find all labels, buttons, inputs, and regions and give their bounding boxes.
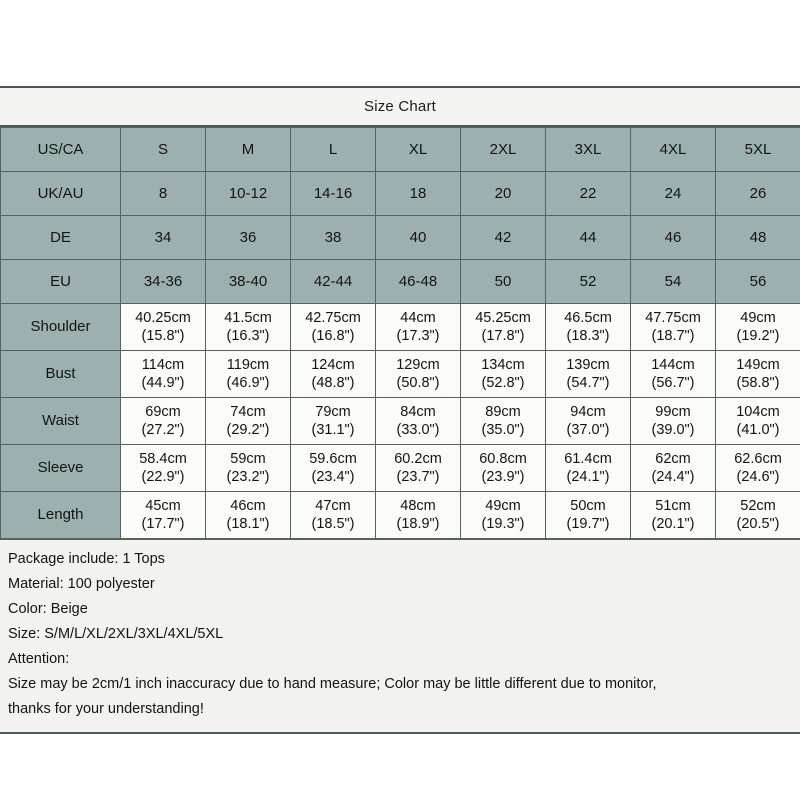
measurement-cell bbox=[546, 351, 631, 398]
value-cm: 144cm bbox=[651, 356, 695, 373]
value-inch: (18.7") bbox=[651, 328, 695, 344]
size-cell: M bbox=[206, 128, 291, 172]
value-cm: 49cm bbox=[740, 309, 776, 326]
value-inch: (19.3") bbox=[481, 516, 525, 532]
value-inch: (39.0") bbox=[651, 422, 695, 438]
value-cm: 46.5cm bbox=[564, 309, 612, 326]
size-cell: 8 bbox=[121, 172, 206, 216]
note-line: Size: S/M/L/XL/2XL/3XL/4XL/5XL bbox=[8, 626, 224, 643]
table-row bbox=[1, 216, 800, 260]
size-cell: 38 bbox=[291, 216, 376, 260]
measurement-cell bbox=[631, 304, 716, 351]
size-cell: L bbox=[291, 128, 376, 172]
measurement-cell bbox=[376, 351, 461, 398]
size-chart-body bbox=[1, 128, 800, 539]
value-inch: (20.5") bbox=[736, 516, 780, 532]
row-header-label: UK/AU bbox=[1, 172, 121, 216]
value-cm: 74cm bbox=[230, 403, 266, 420]
note-line: Material: 100 polyester bbox=[8, 576, 155, 593]
measurement-cell bbox=[121, 304, 206, 351]
table-row bbox=[1, 445, 800, 492]
value-inch: (15.8") bbox=[141, 328, 185, 344]
value-cm: 62cm bbox=[655, 450, 691, 467]
measurement-cell bbox=[546, 492, 631, 539]
value-inch: (31.1") bbox=[311, 422, 355, 438]
measurement-cell bbox=[291, 351, 376, 398]
measurement-cell bbox=[716, 351, 800, 398]
value-inch: (18.3") bbox=[566, 328, 610, 344]
value-inch: (22.9") bbox=[141, 469, 185, 485]
measurement-cell bbox=[121, 492, 206, 539]
size-cell: 40 bbox=[376, 216, 461, 260]
size-cell: 44 bbox=[546, 216, 631, 260]
value-cm: 79cm bbox=[315, 403, 351, 420]
table-row bbox=[1, 128, 800, 172]
value-cm: 99cm bbox=[655, 403, 691, 420]
value-inch: (24.1") bbox=[566, 469, 610, 485]
value-cm: 114cm bbox=[141, 356, 185, 373]
size-chart-table bbox=[0, 127, 800, 539]
note-line: thanks for your understanding! bbox=[8, 701, 204, 718]
size-cell: 18 bbox=[376, 172, 461, 216]
measurement-cell bbox=[461, 398, 546, 445]
value-inch: (41.0") bbox=[736, 422, 780, 438]
value-cm: 134cm bbox=[481, 356, 525, 373]
measurement-cell bbox=[376, 445, 461, 492]
value-cm: 139cm bbox=[566, 356, 610, 373]
value-inch: (54.7") bbox=[566, 375, 610, 391]
size-cell: 42-44 bbox=[291, 260, 376, 304]
table-row bbox=[1, 260, 800, 304]
value-inch: (16.3") bbox=[226, 328, 270, 344]
product-notes bbox=[0, 539, 800, 732]
value-cm: 89cm bbox=[485, 403, 521, 420]
value-inch: (20.1") bbox=[651, 516, 695, 532]
value-cm: 50cm bbox=[570, 497, 606, 514]
row-header-label: DE bbox=[1, 216, 121, 260]
size-cell: 5XL bbox=[716, 128, 800, 172]
value-inch: (18.1") bbox=[226, 516, 270, 532]
value-cm: 51cm bbox=[655, 497, 691, 514]
measurement-cell bbox=[461, 351, 546, 398]
value-cm: 58.4cm bbox=[139, 450, 187, 467]
note-line: Attention: bbox=[8, 651, 70, 668]
value-inch: (46.9") bbox=[226, 375, 270, 391]
table-row bbox=[1, 351, 800, 398]
value-cm: 41.5cm bbox=[224, 309, 272, 326]
measurement-cell bbox=[206, 398, 291, 445]
value-inch: (23.7") bbox=[396, 469, 440, 485]
measurement-cell bbox=[631, 492, 716, 539]
measurement-cell bbox=[546, 398, 631, 445]
value-inch: (17.8") bbox=[481, 328, 525, 344]
value-inch: (33.0") bbox=[396, 422, 440, 438]
value-cm: 59.6cm bbox=[309, 450, 357, 467]
value-inch: (52.8") bbox=[481, 375, 525, 391]
measurement-cell bbox=[291, 492, 376, 539]
measurement-label: Length bbox=[1, 492, 121, 539]
size-cell: 14-16 bbox=[291, 172, 376, 216]
value-cm: 60.2cm bbox=[394, 450, 442, 467]
measurement-cell bbox=[206, 492, 291, 539]
value-inch: (17.3") bbox=[396, 328, 440, 344]
table-row bbox=[1, 172, 800, 216]
value-inch: (35.0") bbox=[481, 422, 525, 438]
value-inch: (37.0") bbox=[566, 422, 610, 438]
size-cell: 36 bbox=[206, 216, 291, 260]
row-header-label: EU bbox=[1, 260, 121, 304]
value-inch: (17.7") bbox=[141, 516, 185, 532]
measurement-cell bbox=[121, 398, 206, 445]
value-inch: (23.9") bbox=[481, 469, 525, 485]
value-inch: (23.2") bbox=[226, 469, 270, 485]
value-cm: 47.75cm bbox=[645, 309, 701, 326]
size-cell: 26 bbox=[716, 172, 800, 216]
measurement-cell bbox=[631, 351, 716, 398]
note-line: Size may be 2cm/1 inch inaccuracy due to hand measure; Color may be little different due to monitor, bbox=[8, 676, 657, 693]
value-inch: (18.9") bbox=[396, 516, 440, 532]
measurement-cell bbox=[546, 304, 631, 351]
table-row bbox=[1, 492, 800, 539]
measurement-cell bbox=[376, 398, 461, 445]
note-line: Color: Beige bbox=[8, 601, 88, 618]
page-title: Size Chart bbox=[363, 98, 437, 115]
size-cell: 2XL bbox=[461, 128, 546, 172]
measurement-cell bbox=[716, 398, 800, 445]
size-cell: 56 bbox=[716, 260, 800, 304]
measurement-cell bbox=[376, 492, 461, 539]
size-chart-block bbox=[0, 86, 800, 734]
value-cm: 48cm bbox=[400, 497, 436, 514]
measurement-cell bbox=[206, 445, 291, 492]
value-inch: (48.8") bbox=[311, 375, 355, 391]
size-cell: 48 bbox=[716, 216, 800, 260]
measurement-label: Sleeve bbox=[1, 445, 121, 492]
size-cell: 54 bbox=[631, 260, 716, 304]
size-cell: 38-40 bbox=[206, 260, 291, 304]
size-cell: 46-48 bbox=[376, 260, 461, 304]
table-row bbox=[1, 304, 800, 351]
size-cell: 34 bbox=[121, 216, 206, 260]
size-cell: 20 bbox=[461, 172, 546, 216]
measurement-cell bbox=[546, 445, 631, 492]
size-cell: XL bbox=[376, 128, 461, 172]
value-cm: 46cm bbox=[230, 497, 266, 514]
measurement-cell bbox=[461, 304, 546, 351]
value-cm: 52cm bbox=[740, 497, 776, 514]
value-cm: 45.25cm bbox=[475, 309, 531, 326]
measurement-cell bbox=[291, 445, 376, 492]
value-inch: (58.8") bbox=[736, 375, 780, 391]
value-inch: (19.7") bbox=[566, 516, 610, 532]
value-cm: 69cm bbox=[145, 403, 181, 420]
value-cm: 124cm bbox=[311, 356, 355, 373]
size-cell: 4XL bbox=[631, 128, 716, 172]
size-cell: 50 bbox=[461, 260, 546, 304]
value-inch: (29.2") bbox=[226, 422, 270, 438]
value-inch: (24.4") bbox=[651, 469, 695, 485]
note-line: Package include: 1 Tops bbox=[8, 551, 165, 567]
measurement-cell bbox=[716, 445, 800, 492]
value-cm: 40.25cm bbox=[135, 309, 191, 326]
value-inch: (18.5") bbox=[311, 516, 355, 532]
measurement-cell bbox=[121, 351, 206, 398]
measurement-cell bbox=[716, 492, 800, 539]
size-cell: 22 bbox=[546, 172, 631, 216]
value-cm: 62.6cm bbox=[734, 450, 782, 467]
value-cm: 49cm bbox=[485, 497, 521, 514]
measurement-label: Waist bbox=[1, 398, 121, 445]
row-header-label: US/CA bbox=[1, 128, 121, 172]
size-cell: 34-36 bbox=[121, 260, 206, 304]
measurement-cell bbox=[631, 445, 716, 492]
size-cell: 42 bbox=[461, 216, 546, 260]
value-cm: 45cm bbox=[145, 497, 181, 514]
value-cm: 42.75cm bbox=[305, 309, 361, 326]
value-cm: 47cm bbox=[315, 497, 351, 514]
value-inch: (44.9") bbox=[141, 375, 185, 391]
measurement-cell bbox=[206, 304, 291, 351]
size-cell: 3XL bbox=[546, 128, 631, 172]
measurement-cell bbox=[291, 304, 376, 351]
value-inch: (50.8") bbox=[396, 375, 440, 391]
value-inch: (16.8") bbox=[311, 328, 355, 344]
value-cm: 60.8cm bbox=[479, 450, 527, 467]
value-inch: (24.6") bbox=[736, 469, 780, 485]
value-inch: (56.7") bbox=[651, 375, 695, 391]
measurement-cell bbox=[716, 304, 800, 351]
value-cm: 59cm bbox=[230, 450, 266, 467]
value-cm: 104cm bbox=[736, 403, 780, 420]
value-cm: 44cm bbox=[400, 309, 436, 326]
measurement-cell bbox=[461, 492, 546, 539]
size-cell: 46 bbox=[631, 216, 716, 260]
measurement-label: Bust bbox=[1, 351, 121, 398]
value-inch: (19.2") bbox=[736, 328, 780, 344]
measurement-cell bbox=[291, 398, 376, 445]
size-cell: S bbox=[121, 128, 206, 172]
value-cm: 61.4cm bbox=[564, 450, 612, 467]
measurement-cell bbox=[206, 351, 291, 398]
size-cell: 24 bbox=[631, 172, 716, 216]
value-cm: 129cm bbox=[396, 356, 440, 373]
measurement-cell bbox=[121, 445, 206, 492]
value-cm: 94cm bbox=[570, 403, 606, 420]
measurement-cell bbox=[631, 398, 716, 445]
value-inch: (23.4") bbox=[311, 469, 355, 485]
measurement-label: Shoulder bbox=[1, 304, 121, 351]
value-inch: (27.2") bbox=[141, 422, 185, 438]
measurement-cell bbox=[461, 445, 546, 492]
value-cm: 149cm bbox=[736, 356, 780, 373]
measurement-cell bbox=[376, 304, 461, 351]
chart-title-bar bbox=[0, 88, 800, 127]
value-cm: 84cm bbox=[400, 403, 436, 420]
value-cm: 119cm bbox=[226, 356, 270, 373]
table-row bbox=[1, 398, 800, 445]
size-cell: 10-12 bbox=[206, 172, 291, 216]
size-cell: 52 bbox=[546, 260, 631, 304]
